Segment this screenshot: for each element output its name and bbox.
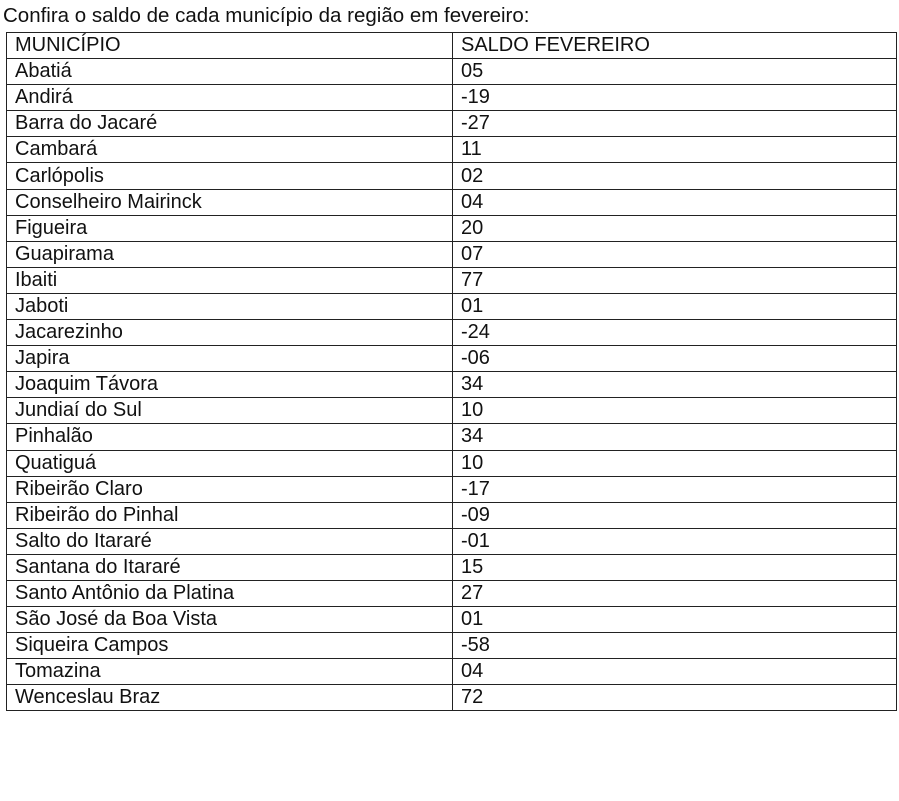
saldo-cell: 34 xyxy=(453,424,897,450)
table-row xyxy=(7,633,897,659)
table-row xyxy=(7,241,897,267)
municipio-cell: Abatiá xyxy=(7,59,453,85)
table-row xyxy=(7,59,897,85)
table-row xyxy=(7,580,897,606)
saldo-cell: 04 xyxy=(453,189,897,215)
saldo-cell: 20 xyxy=(453,215,897,241)
municipio-cell: Santo Antônio da Platina xyxy=(7,580,453,606)
municipio-cell: Ribeirão do Pinhal xyxy=(7,502,453,528)
table-row xyxy=(7,189,897,215)
header-municipio: MUNICÍPIO xyxy=(7,33,453,59)
municipio-cell: Carlópolis xyxy=(7,163,453,189)
municipio-cell: Andirá xyxy=(7,85,453,111)
saldo-cell: 10 xyxy=(453,450,897,476)
table-row xyxy=(7,85,897,111)
saldo-cell: 07 xyxy=(453,241,897,267)
municipio-cell: Guapirama xyxy=(7,241,453,267)
municipio-cell: Quatiguá xyxy=(7,450,453,476)
table-row xyxy=(7,346,897,372)
municipio-cell: Conselheiro Mairinck xyxy=(7,189,453,215)
saldo-cell: 04 xyxy=(453,659,897,685)
municipio-cell: Figueira xyxy=(7,215,453,241)
saldo-cell: 05 xyxy=(453,59,897,85)
saldo-cell: 01 xyxy=(453,607,897,633)
saldo-cell: 10 xyxy=(453,398,897,424)
saldo-cell: -27 xyxy=(453,111,897,137)
table-row xyxy=(7,137,897,163)
saldo-cell: 34 xyxy=(453,372,897,398)
municipio-cell: Salto do Itararé xyxy=(7,528,453,554)
table-row xyxy=(7,528,897,554)
municipio-cell: Siqueira Campos xyxy=(7,633,453,659)
table-header-row xyxy=(7,33,897,59)
municipio-cell: Jundiaí do Sul xyxy=(7,398,453,424)
saldo-cell: -01 xyxy=(453,528,897,554)
table-row xyxy=(7,476,897,502)
table-row xyxy=(7,424,897,450)
table-row xyxy=(7,502,897,528)
table-row xyxy=(7,659,897,685)
table-row xyxy=(7,320,897,346)
table-row xyxy=(7,398,897,424)
saldo-cell: -06 xyxy=(453,346,897,372)
header-saldo-fevereiro: SALDO FEVEREIRO xyxy=(453,33,897,59)
table-row xyxy=(7,267,897,293)
municipio-cell: Ribeirão Claro xyxy=(7,476,453,502)
table-row xyxy=(7,111,897,137)
municipio-cell: Ibaiti xyxy=(7,267,453,293)
municipio-cell: Barra do Jacaré xyxy=(7,111,453,137)
table-row xyxy=(7,215,897,241)
table-row xyxy=(7,293,897,319)
municipio-cell: São José da Boa Vista xyxy=(7,607,453,633)
table-row xyxy=(7,372,897,398)
table-row xyxy=(7,685,897,711)
municipio-cell: Santana do Itararé xyxy=(7,554,453,580)
table-row xyxy=(7,450,897,476)
table-body xyxy=(7,59,897,711)
municipio-cell: Tomazina xyxy=(7,659,453,685)
table-row xyxy=(7,607,897,633)
saldo-table xyxy=(6,32,897,711)
table-row xyxy=(7,163,897,189)
saldo-cell: 01 xyxy=(453,293,897,319)
saldo-cell: -24 xyxy=(453,320,897,346)
saldo-cell: -58 xyxy=(453,633,897,659)
saldo-cell: 72 xyxy=(453,685,897,711)
table-row xyxy=(7,554,897,580)
municipio-cell: Joaquim Távora xyxy=(7,372,453,398)
municipio-cell: Jacarezinho xyxy=(7,320,453,346)
saldo-cell: 27 xyxy=(453,580,897,606)
table-caption: Confira o saldo de cada município da região em fevereiro: xyxy=(3,4,530,27)
saldo-cell: 02 xyxy=(453,163,897,189)
saldo-cell: 11 xyxy=(453,137,897,163)
municipio-cell: Wenceslau Braz xyxy=(7,685,453,711)
saldo-cell: -09 xyxy=(453,502,897,528)
municipio-cell: Jaboti xyxy=(7,293,453,319)
saldo-cell: -17 xyxy=(453,476,897,502)
municipio-cell: Pinhalão xyxy=(7,424,453,450)
saldo-cell: 15 xyxy=(453,554,897,580)
municipio-cell: Cambará xyxy=(7,137,453,163)
saldo-cell: 77 xyxy=(453,267,897,293)
saldo-cell: -19 xyxy=(453,85,897,111)
municipio-cell: Japira xyxy=(7,346,453,372)
